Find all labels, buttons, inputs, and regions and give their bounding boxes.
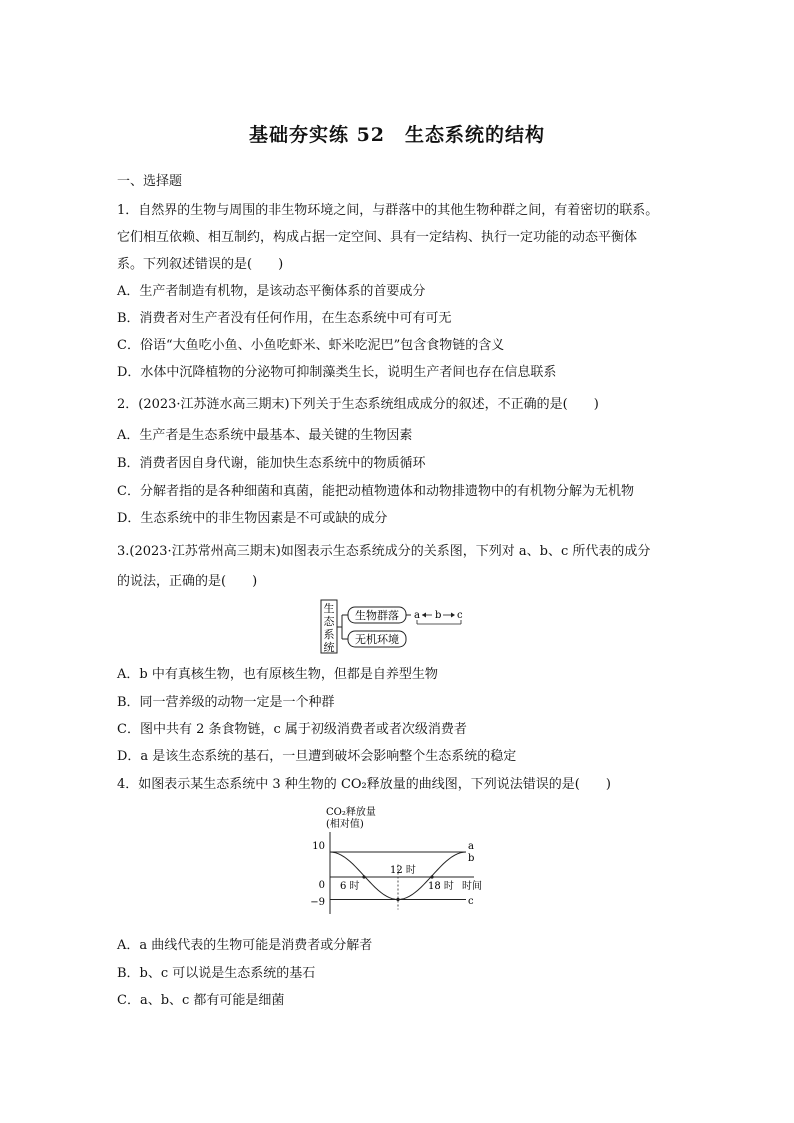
root-char-1: 生 <box>323 602 335 615</box>
q2-option-a: A．生产者是生态系统中最基本、最关键的生物因素 <box>117 428 413 443</box>
bracket-lines <box>337 615 348 639</box>
page-title: 基础夯实练 52 生态系统的结构 <box>248 124 546 146</box>
chart-ylabel-line2: (相对值) <box>326 819 364 830</box>
q1-option-d: D．水体中沉降植物的分泌物可抑制藻类生长，说明生产者间也存在信息联系 <box>117 365 557 380</box>
q2-option-c: C．分解者指的是各种细菌和真菌，能把动植物遗体和动物排遗物中的有机物分解为无机物 <box>117 484 634 499</box>
node-a: a <box>414 610 420 621</box>
abiotic-label: 无机环境 <box>355 633 399 646</box>
q3-option-a: A．b 中有真核生物，也有原核生物，但都是自养型生物 <box>117 667 438 682</box>
q4-stem: 4．如图表示某生态系统中 3 种生物的 CO₂释放量的曲线图，下列说法错误的是( ) <box>117 777 611 792</box>
chart-point-2 <box>396 898 399 901</box>
chart-series-label-c: c <box>468 896 474 907</box>
q1-option-b: B．消费者对生产者没有任何作用，在生态系统中可有可无 <box>117 311 452 326</box>
root-char-2: 态 <box>323 615 335 628</box>
q3-option-d: D．a 是该生态系统的基石，一旦遭到破坏会影响整个生态系统的稳定 <box>117 749 517 764</box>
chart-xlabel: 时间 <box>462 881 482 892</box>
chart-series-label-b: b <box>468 853 475 864</box>
root-char-3: 系 <box>323 628 335 641</box>
ecosystem-structure-diagram <box>318 597 478 657</box>
q1-option-c: C．俗语“大鱼吃小鱼、小鱼吃虾米、虾米吃泥巴”包含食物链的含义 <box>117 338 505 353</box>
chart-xtick-12: 12 时 <box>390 865 416 876</box>
q2-option-b: B．消费者因自身代谢，能加快生态系统中的物质循环 <box>117 456 426 471</box>
arrow-head-to-c <box>451 613 455 618</box>
section-heading: 一、选择题 <box>117 174 183 189</box>
q3-option-b: B．同一营养级的动物一定是一个种群 <box>117 695 335 710</box>
q4-option-a: A．a 曲线代表的生物可能是消费者或分解者 <box>117 938 373 953</box>
arrow-head-to-a <box>422 613 426 618</box>
q2-stem: 2．(2023·江苏涟水高三期末)下列关于生态系统组成成分的叙述，不正确的是( ) <box>117 397 599 412</box>
chart-xtick-18: 18 时 <box>428 881 454 892</box>
q4-option-b: B．b、c 可以说是生态系统的基石 <box>117 966 316 981</box>
community-label: 生物群落 <box>355 609 399 622</box>
chart-xtick-6: 6 时 <box>340 881 360 892</box>
chart-ytick-neg9: −9 <box>310 897 325 908</box>
q1-stem-line2: 它们相互依赖、相互制约，构成占据一定空间、具有一定结构、执行一定功能的动态平衡体 <box>117 230 638 245</box>
node-b: b <box>435 610 442 621</box>
chart-point-1 <box>430 875 433 878</box>
q1-option-a: A．生产者制造有机物，是该动态平衡体系的首要成分 <box>117 284 426 299</box>
node-c: c <box>457 610 463 621</box>
chart-ytick-0: 0 <box>318 880 325 891</box>
chart-ytick-10: 10 <box>312 841 325 852</box>
q4-option-c: C．a、b、c 都有可能是细菌 <box>117 993 285 1008</box>
q3-stem-line2: 的说法，正确的是( ) <box>117 574 258 589</box>
chart-point-0 <box>362 875 365 878</box>
q3-stem-line1: 3.(2023·江苏常州高三期末)如图表示生态系统成分的关系图，下列对 a、b、c 所代表的成分 <box>117 544 651 559</box>
q1-stem-line1: 1．自然界的生物与周围的非生物环境之间，与群落中的其他生物种群之间，有着密切的联系。 <box>117 203 659 218</box>
root-char-4: 统 <box>323 641 335 654</box>
q3-option-c: C．图中共有 2 条食物链，c 属于初级消费者或者次级消费者 <box>117 722 467 737</box>
chart-series-label-a: a <box>468 841 474 852</box>
q1-stem-line3: 系。下列叙述错误的是( ) <box>117 257 284 272</box>
co2-release-chart <box>304 804 494 920</box>
q2-option-d: D．生态系统中的非生物因素是不可或缺的成分 <box>117 511 388 526</box>
chart-ylabel-line1: CO₂释放量 <box>326 807 376 818</box>
